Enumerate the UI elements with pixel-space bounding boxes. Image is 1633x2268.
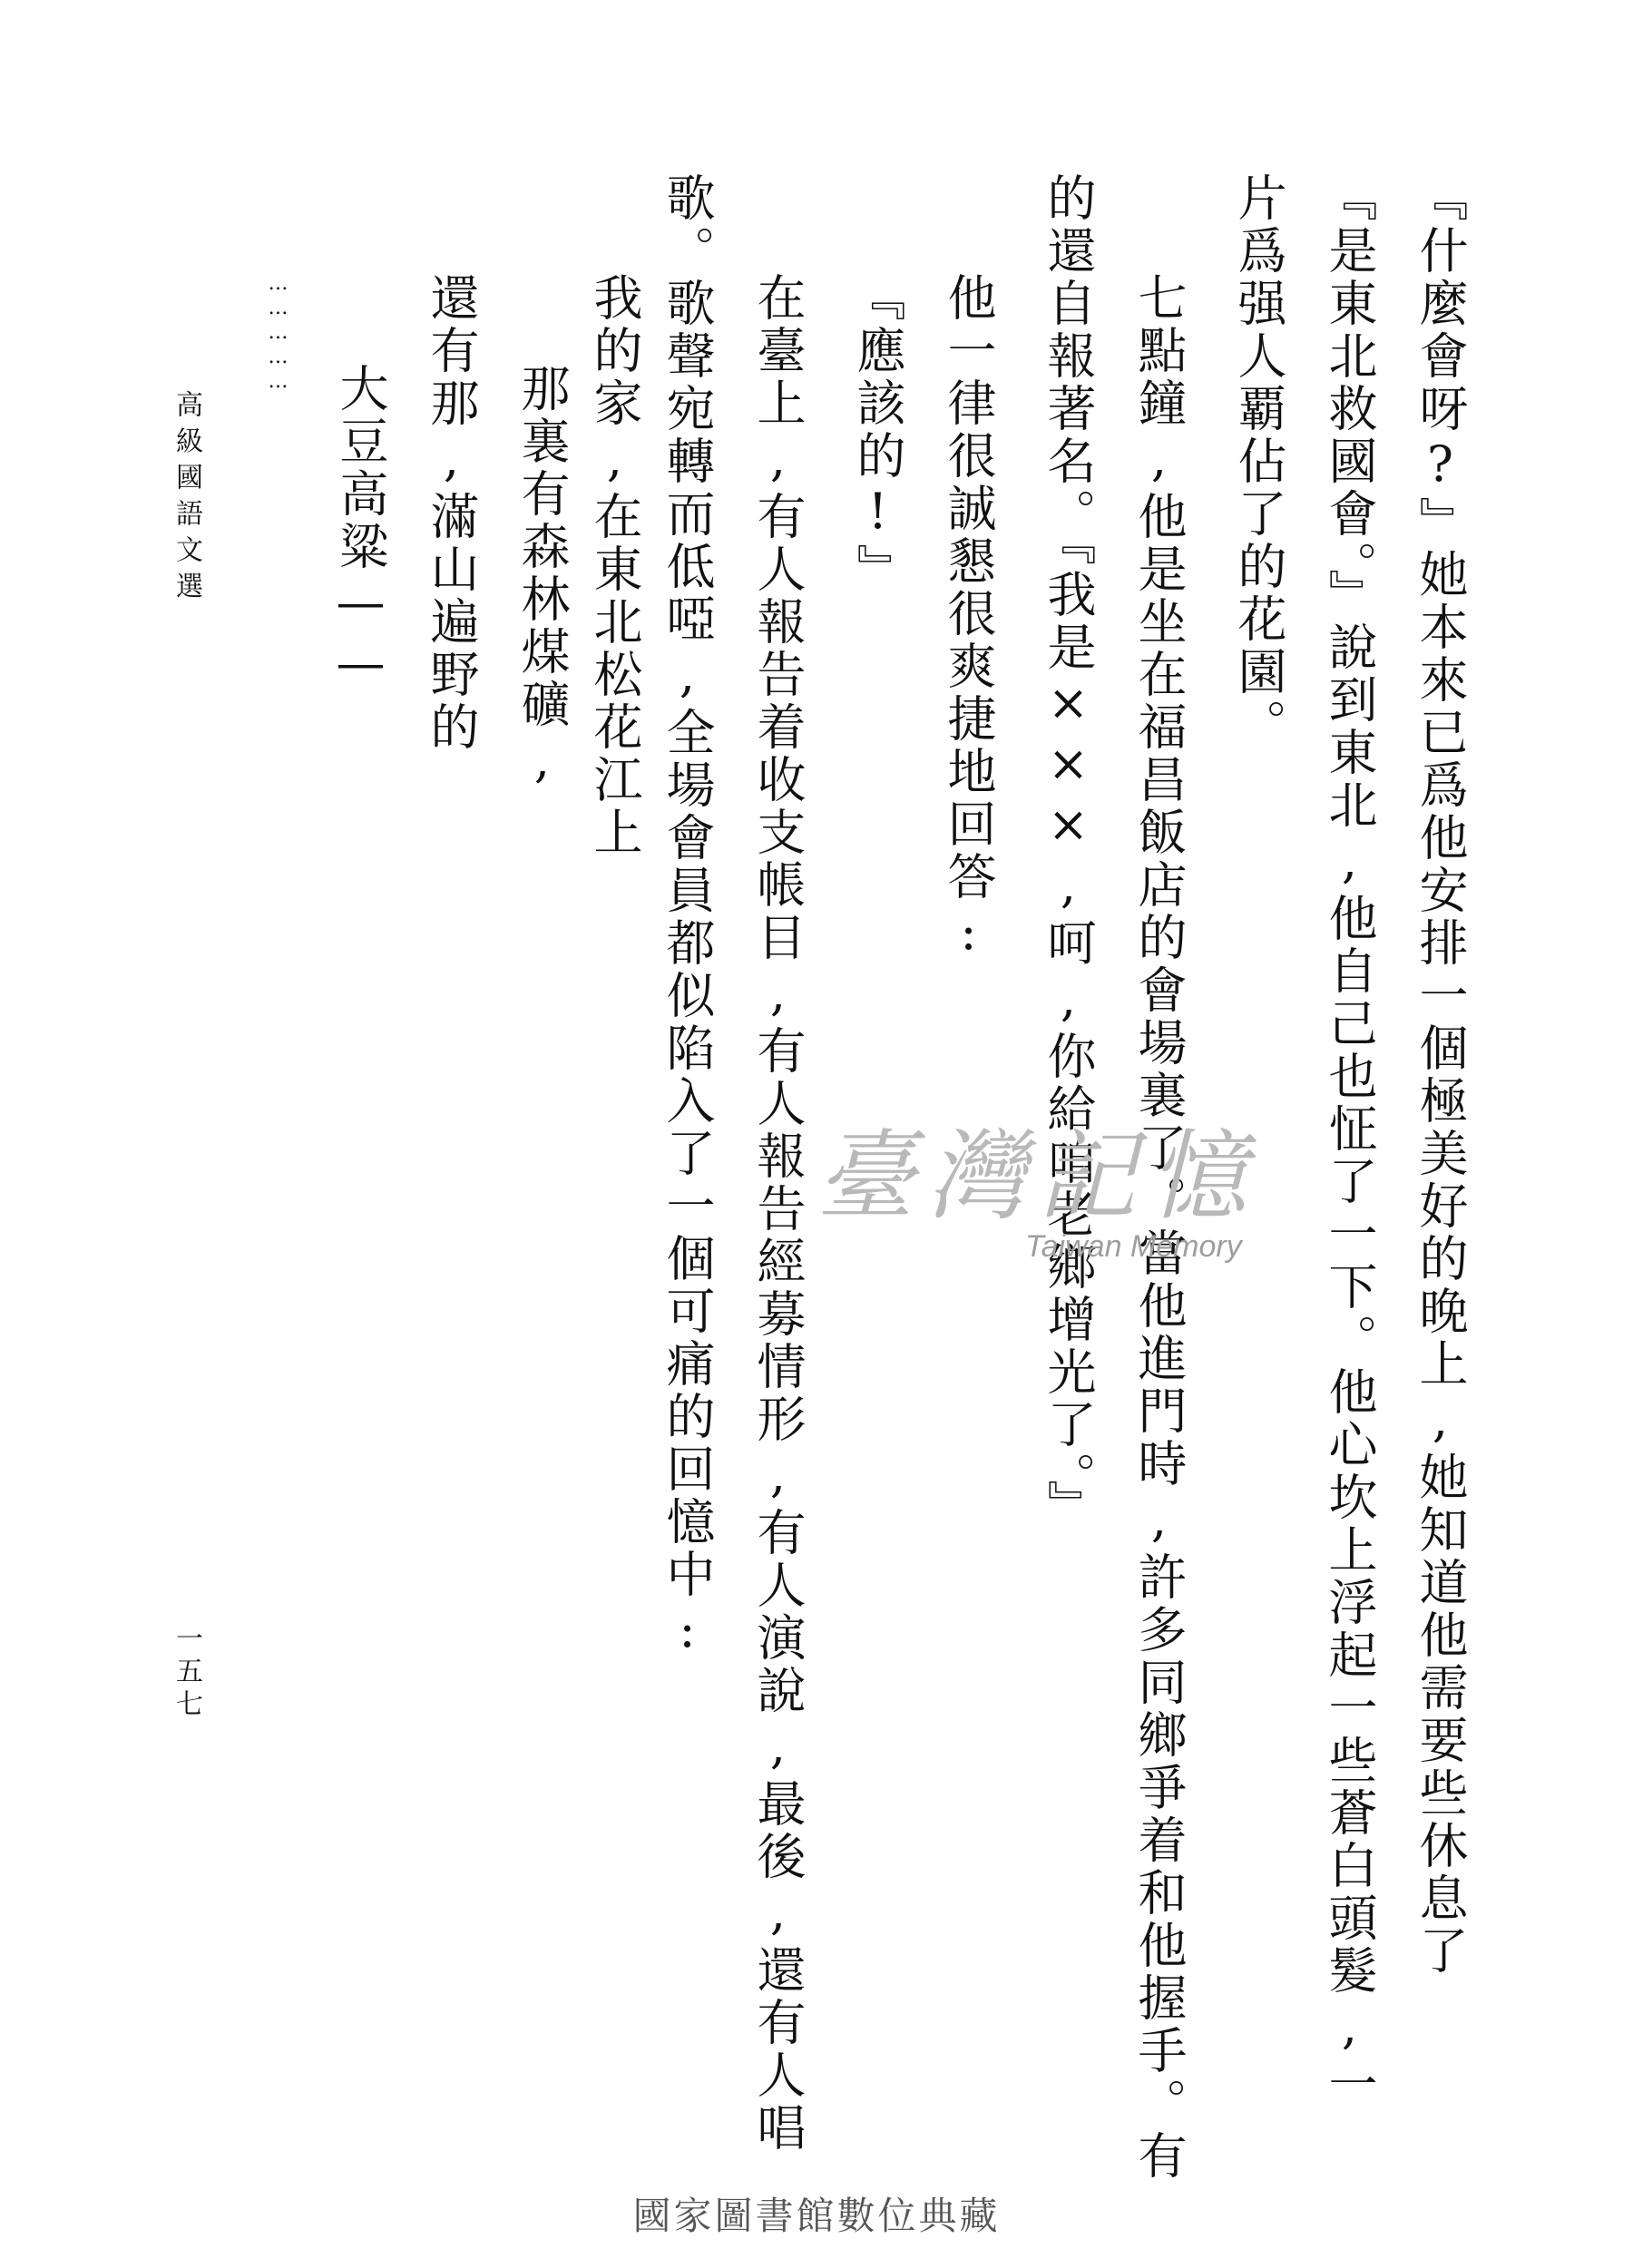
book-title: 高級國語文選 xyxy=(171,390,202,608)
text-column-7: 『應該的!』 xyxy=(849,272,906,596)
text-column-9: 歌。歌聲宛轉而低啞,全場會員都似陷入了一個可痛的回憶中: xyxy=(659,172,716,1662)
text-column-2: 『是東北救國會。』說到東北,他自己也怔了一下。他心坎上浮起一些蒼白頭髮,一 xyxy=(1321,172,1378,2111)
text-column-5: 的還自報著名。『我是×××,呵,你給咱老鄉增光了。』 xyxy=(1040,172,1097,1532)
text-column-8: 在臺上,有人報告着收支帳目,有人報告經募情形,有人演說,最後,還有人唱 xyxy=(749,272,807,2155)
text-column-3: 片爲强人覇佔了的花園。 xyxy=(1230,172,1287,751)
watermark-logo: 臺灣記憶 xyxy=(816,1120,1260,1234)
text-column-11: 那裏有森林煤礦, xyxy=(513,363,571,792)
text-column-6: 他一律很誠懇很爽捷地回答: xyxy=(940,272,997,964)
watermark-subtitle: Taiwan Memory xyxy=(1025,1229,1242,1264)
text-column-13: 大豆高粱—— xyxy=(332,363,389,695)
text-column-10: 我的家,在東北松花江上 xyxy=(586,272,643,859)
footer-archive-label: 國家圖書館數位典藏 xyxy=(632,2194,1001,2238)
text-column-4: 七點鐘,他是坐在福昌飯店的會場裏了。當他進門時,許多同鄉爭着和他握手。有 xyxy=(1130,272,1188,2183)
ellipsis-line: …………… xyxy=(267,272,289,395)
text-column-12: 還有那,滿山遍野的 xyxy=(423,272,480,754)
text-column-1: 『什麼會呀?』她本來已爲他安排一個極美好的晚上,她知道他需要些休息了 xyxy=(1412,172,1469,1978)
page-number: 一五七 xyxy=(171,1624,202,1722)
